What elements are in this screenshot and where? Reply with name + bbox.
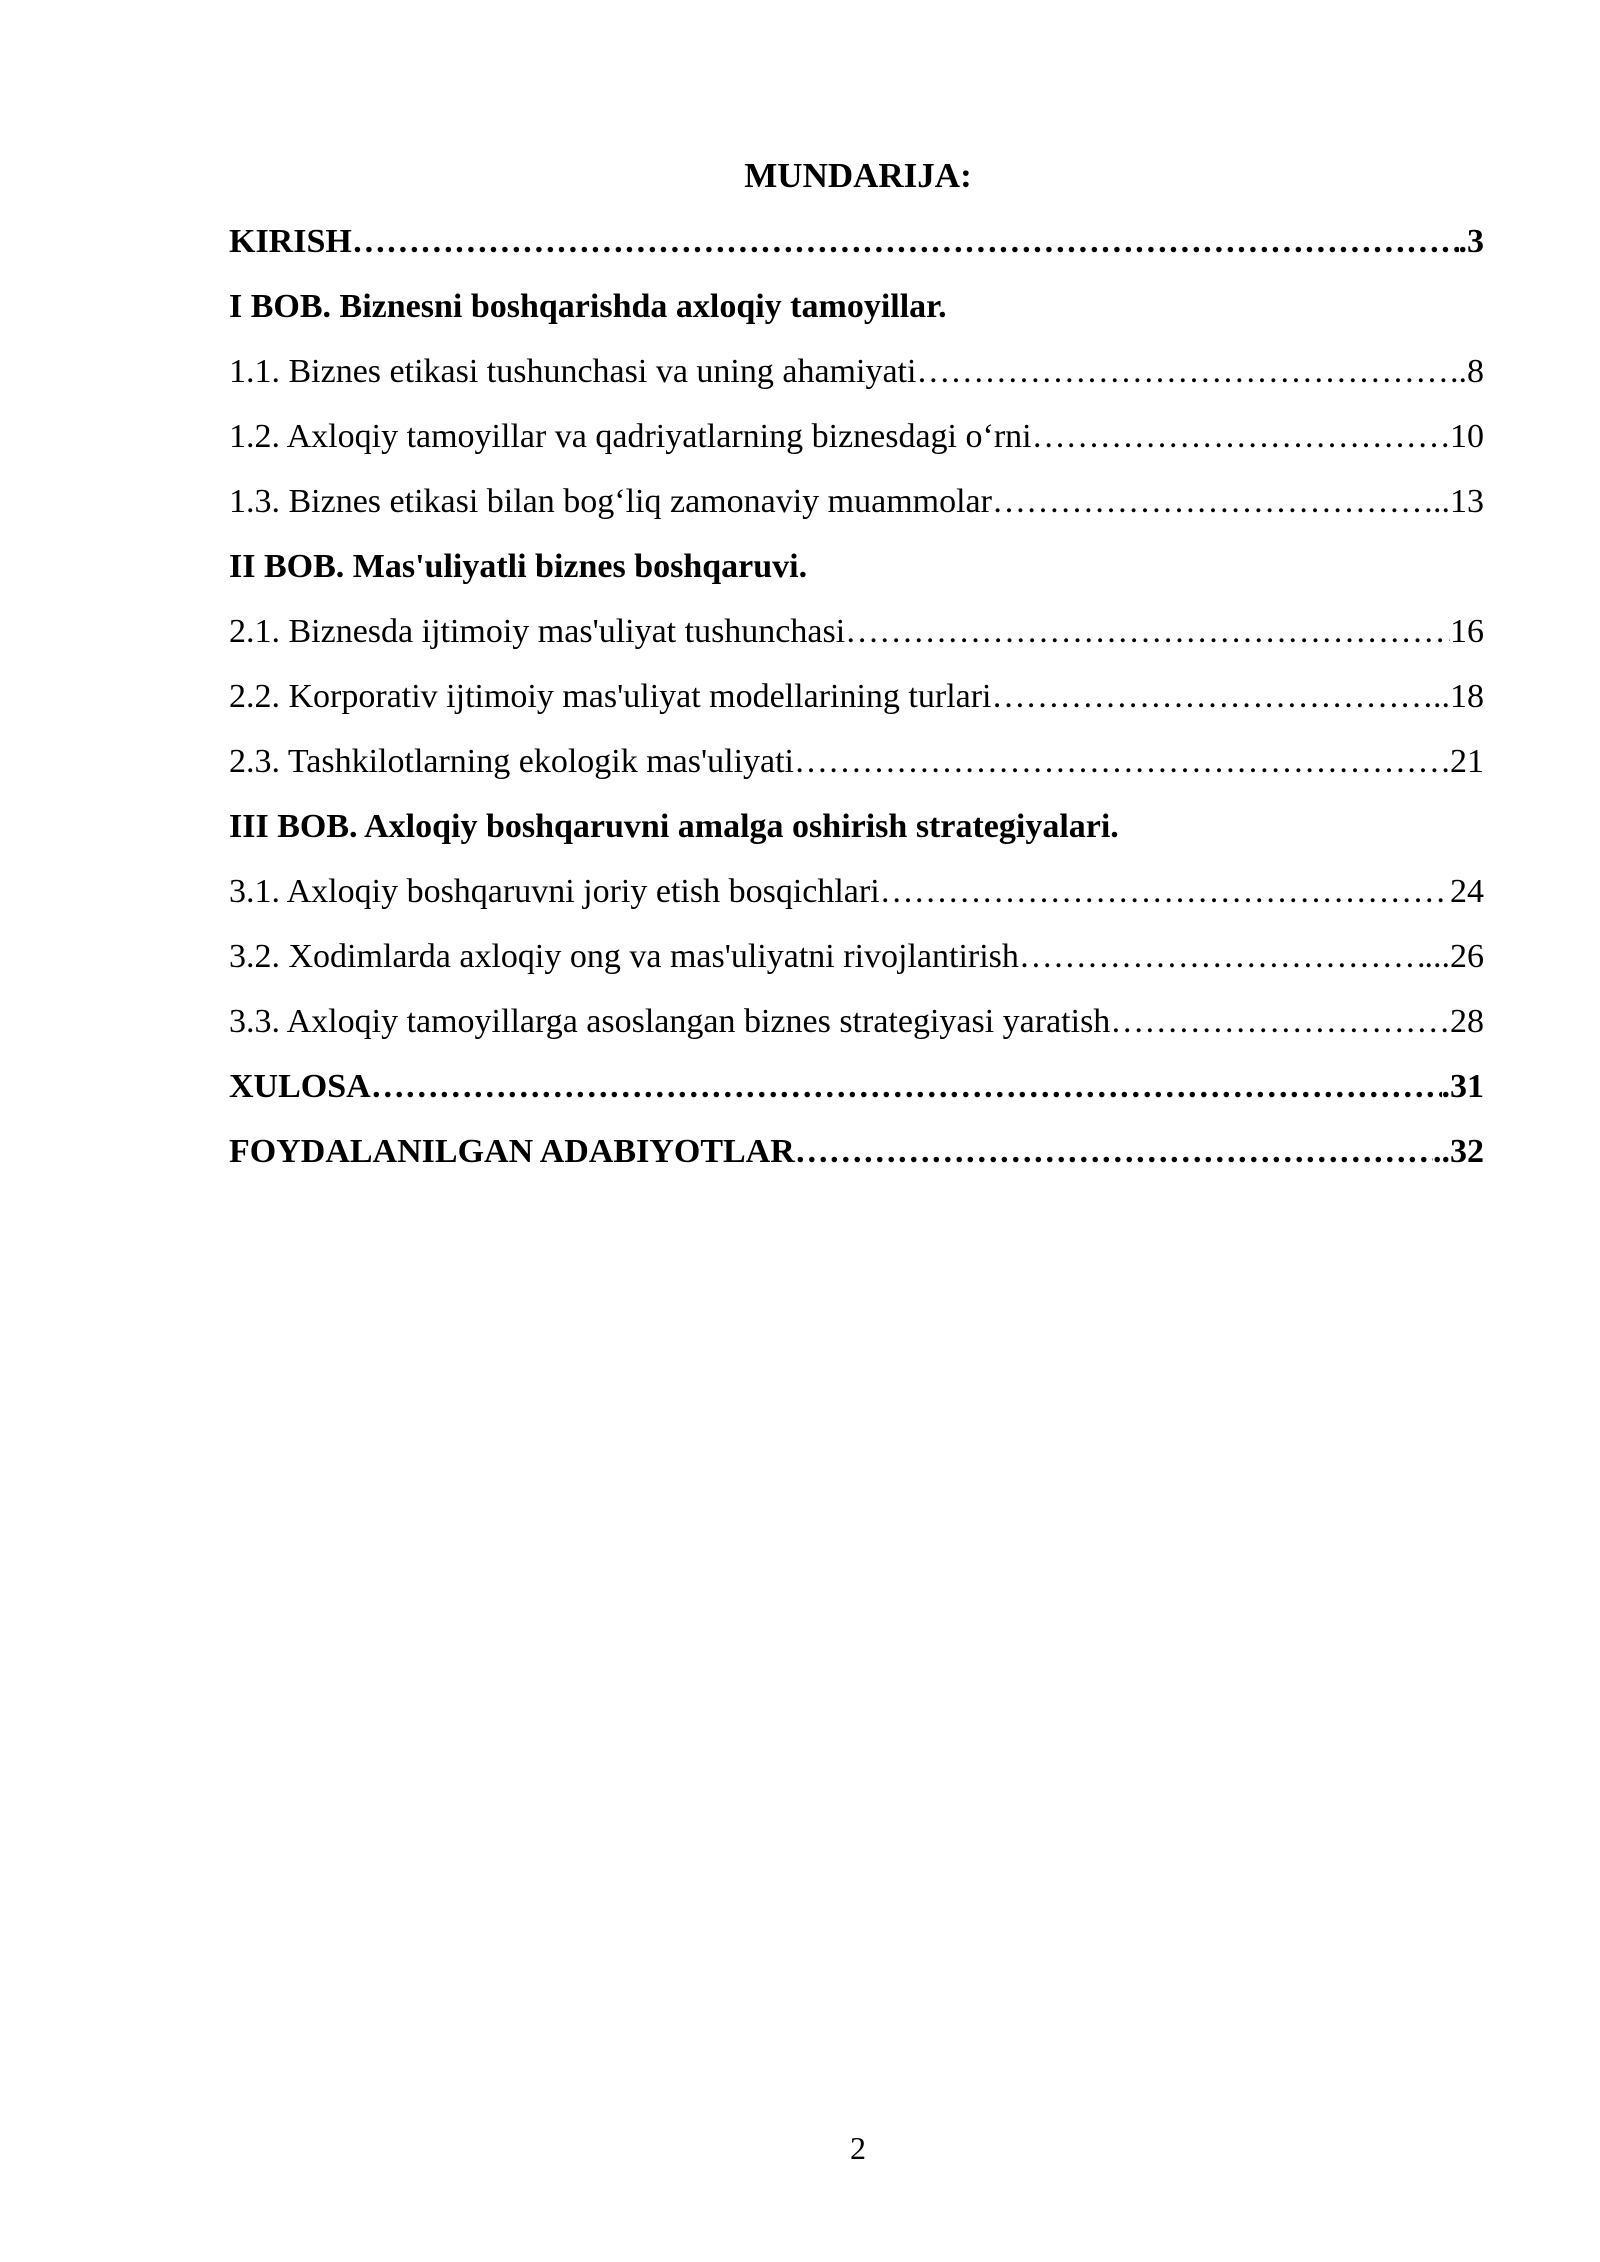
toc-dot-leader <box>992 478 1433 526</box>
toc-entry-page: 24 <box>1450 873 1484 910</box>
toc-chapter-heading <box>229 803 1484 868</box>
toc-entry-page: ..18 <box>1433 678 1484 715</box>
toc-entry <box>229 738 1484 803</box>
toc-entry-text: XULOSA <box>229 1068 371 1105</box>
toc-entry-text: III BOB. Axloqiy boshqaruvni amalga oshirish strategiyalari. <box>229 808 1119 845</box>
toc-dot-leader <box>794 738 1450 786</box>
toc-chapter-heading <box>229 543 1484 608</box>
toc-entry-page: 21 <box>1450 743 1484 780</box>
toc-title: MUNDARIJA: <box>744 156 972 195</box>
toc-entry-page: .3 <box>1458 223 1484 260</box>
toc-dot-leader <box>992 673 1434 721</box>
toc-entry-text: 1.2. Axloqiy tamoyillar va qadriyatlarning biznesdagi o‘rni <box>229 418 1032 455</box>
toc-entry-text: 1.3. Biznes etikasi bilan bog‘liq zamonaviy muammolar <box>229 483 992 520</box>
toc-dot-leader <box>845 608 1450 656</box>
toc-entry <box>229 218 1484 283</box>
toc-entry-text: 3.2. Xodimlarda axloqiy ong va mas'uliyatni rivojlantirish <box>229 938 1019 975</box>
toc-entry-text: II BOB. Mas'uliyatli biznes boshqaruvi. <box>229 548 808 585</box>
toc-entry <box>229 1063 1484 1128</box>
toc-entry-text: 1.1. Biznes etikasi tushunchasi va uning ahamiyati <box>229 353 917 390</box>
toc-entry-page: ...26 <box>1424 938 1484 975</box>
toc-entry <box>229 413 1484 478</box>
page-number: 2 <box>850 2130 866 2166</box>
toc-entry-text: I BOB. Biznesni boshqarishda axloqiy tamoyillar. <box>229 288 947 325</box>
toc-chapter-heading <box>229 283 1484 348</box>
toc-entry <box>229 478 1484 543</box>
toc-dot-leader <box>916 348 1450 396</box>
toc-dot-leader <box>352 218 1459 266</box>
toc-entry-page: ..13 <box>1433 483 1484 520</box>
toc-dot-leader <box>1019 933 1425 981</box>
toc-entry <box>229 673 1484 738</box>
toc-dot-leader <box>795 1128 1433 1176</box>
toc-entry-text: FOYDALANILGAN ADABIYOTLAR <box>229 1133 795 1170</box>
toc-dot-leader <box>371 1063 1442 1111</box>
toc-entry-page: 16 <box>1450 613 1484 650</box>
toc-entry-text: KIRISH <box>229 223 352 260</box>
toc-entry-page: ..8 <box>1450 353 1484 390</box>
toc-dot-leader <box>1032 413 1450 461</box>
toc-entry-text: 3.1. Axloqiy boshqaruvni joriy etish bosqichlari <box>229 873 880 910</box>
toc-entry-page: 28 <box>1450 1003 1484 1040</box>
toc-entry <box>229 868 1484 933</box>
toc-entry-page: 10 <box>1450 418 1484 455</box>
toc-entry-text: 2.3. Tashkilotlarning ekologik mas'uliyati <box>229 743 795 780</box>
toc-entry <box>229 933 1484 998</box>
toc-entry-text: 3.3. Axloqiy tamoyillarga asoslangan biznes strategiyasi yaratish <box>229 1003 1111 1040</box>
toc-entry <box>229 608 1484 673</box>
toc-entry <box>229 998 1484 1063</box>
toc-dot-leader <box>1110 998 1450 1046</box>
toc-entry <box>229 348 1484 413</box>
toc-entry <box>229 1128 1484 1193</box>
table-of-contents <box>229 218 1484 1193</box>
toc-entry-page: ..32 <box>1433 1133 1484 1170</box>
toc-entry-page: .31 <box>1441 1068 1484 1105</box>
toc-dot-leader <box>880 868 1450 916</box>
toc-entry-text: 2.2. Korporativ ijtimoiy mas'uliyat modellarining turlari <box>229 678 992 715</box>
toc-entry-text: 2.1. Biznesda ijtimoiy mas'uliyat tushunchasi <box>229 613 846 650</box>
